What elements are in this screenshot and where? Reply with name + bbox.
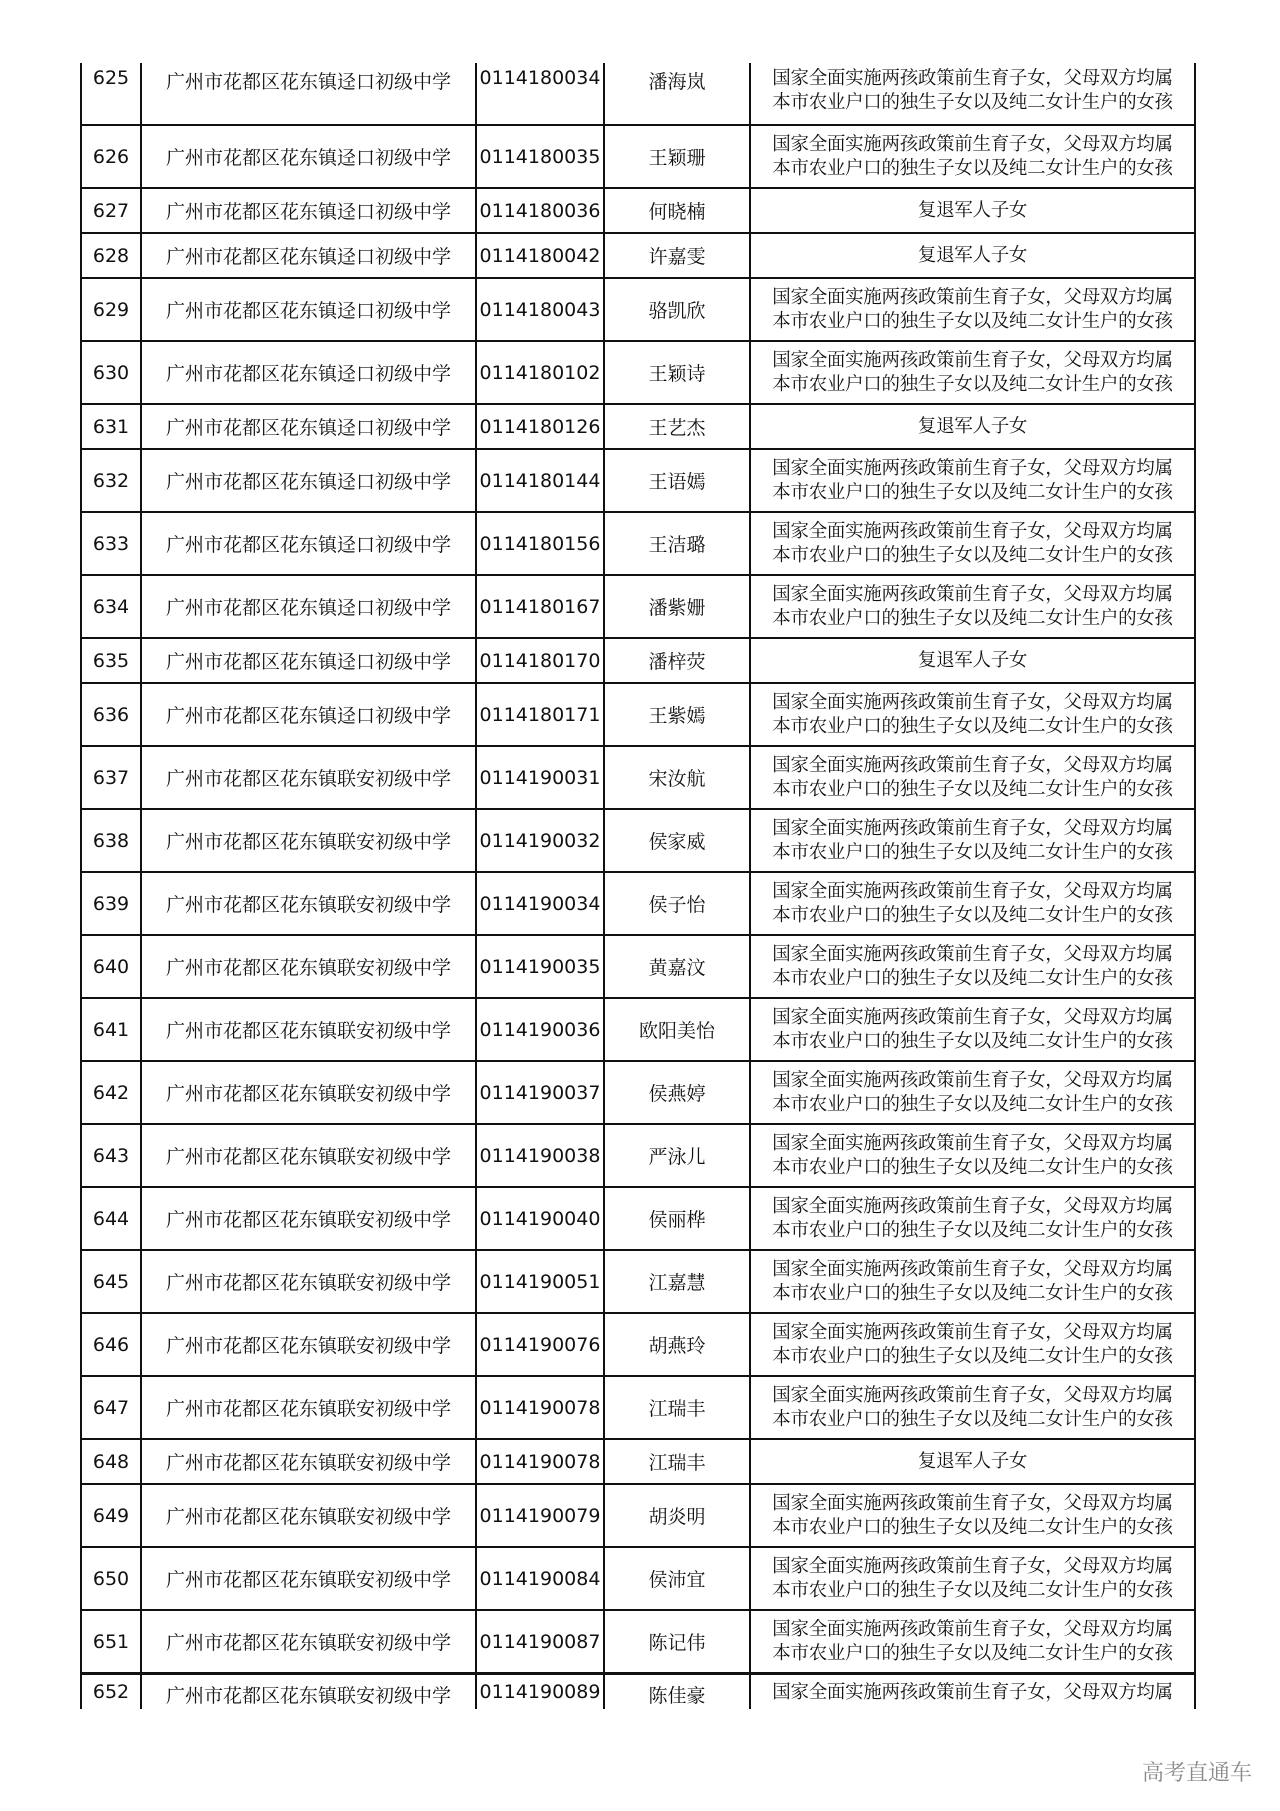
row-number: 647 [81, 1376, 141, 1439]
table-row [81, 1674, 1195, 1710]
eligibility-category: 复退军人子女 [750, 1439, 1195, 1484]
eligibility-category [750, 872, 1195, 935]
student-id: 0114190040 [476, 1187, 604, 1250]
student-name: 胡炎明 [604, 1484, 750, 1547]
table-row [81, 683, 1195, 746]
eligibility-text-line: 国家全面实施两孩政策前生育子女，父母双方均属 [772, 349, 1173, 371]
eligibility-text-line: 国家全面实施两孩政策前生育子女，父母双方均属 [772, 286, 1173, 308]
eligibility-category [750, 1250, 1195, 1313]
table-row [81, 278, 1195, 341]
eligibility-category [750, 935, 1195, 998]
row-number: 634 [81, 575, 141, 638]
student-id: 0114190051 [476, 1250, 604, 1313]
student-id: 0114180035 [476, 125, 604, 188]
student-name: 王语嫣 [604, 449, 750, 512]
eligibility-text-line: 本市农业户口的独生子女以及纯二女计生户的女孩 [772, 1030, 1173, 1052]
student-id: 0114180126 [476, 404, 604, 449]
student-id: 0114180171 [476, 683, 604, 746]
eligibility-text-line: 国家全面实施两孩政策前生育子女，父母双方均属 [772, 1069, 1173, 1091]
row-number: 635 [81, 638, 141, 683]
eligibility-category: 复退军人子女 [750, 188, 1195, 233]
eligibility-text-line: 本市农业户口的独生子女以及纯二女计生户的女孩 [772, 1219, 1173, 1241]
school-name: 广州市花都区花东镇迳口初级中学 [141, 341, 476, 404]
eligibility-category [750, 512, 1195, 575]
eligibility-category [750, 1376, 1195, 1439]
student-name: 许嘉雯 [604, 233, 750, 278]
eligibility-text-line: 国家全面实施两孩政策前生育子女，父母双方均属 [772, 1682, 1173, 1703]
school-name: 广州市花都区花东镇联安初级中学 [141, 1124, 476, 1187]
row-number: 651 [81, 1610, 141, 1674]
row-number: 636 [81, 683, 141, 746]
eligibility-category [750, 1187, 1195, 1250]
school-name: 广州市花都区花东镇联安初级中学 [141, 1547, 476, 1610]
school-name: 广州市花都区花东镇迳口初级中学 [141, 638, 476, 683]
eligibility-text-line: 本市农业户口的独生子女以及纯二女计生户的女孩 [772, 544, 1173, 566]
eligibility-text-line: 国家全面实施两孩政策前生育子女，父母双方均属 [772, 1132, 1173, 1154]
student-id: 0114190079 [476, 1484, 604, 1547]
watermark: 高考直通车 [1142, 1761, 1253, 1786]
school-name: 广州市花都区花东镇联安初级中学 [141, 1061, 476, 1124]
student-name: 江瑞丰 [604, 1439, 750, 1484]
eligibility-text-line: 本市农业户口的独生子女以及纯二女计生户的女孩 [772, 904, 1173, 926]
student-id: 0114180043 [476, 278, 604, 341]
student-id: 0114190031 [476, 746, 604, 809]
student-name: 侯家威 [604, 809, 750, 872]
eligibility-text-line: 本市农业户口的独生子女以及纯二女计生户的女孩 [772, 1156, 1173, 1178]
row-number: 632 [81, 449, 141, 512]
eligibility-text-line: 本市农业户口的独生子女以及纯二女计生户的女孩 [772, 1579, 1173, 1601]
eligibility-text-line: 本市农业户口的独生子女以及纯二女计生户的女孩 [772, 1642, 1173, 1664]
student-id: 0114180156 [476, 512, 604, 575]
school-name: 广州市花都区花东镇迳口初级中学 [141, 404, 476, 449]
school-name: 广州市花都区花东镇迳口初级中学 [141, 278, 476, 341]
table-row [81, 404, 1195, 449]
student-id: 0114190036 [476, 998, 604, 1061]
student-id: 0114180034 [476, 63, 604, 125]
eligibility-category: 复退军人子女 [750, 233, 1195, 278]
row-number: 625 [81, 63, 141, 125]
eligibility-text-line: 国家全面实施两孩政策前生育子女，父母双方均属 [772, 817, 1173, 839]
school-name: 广州市花都区花东镇联安初级中学 [141, 1250, 476, 1313]
table-row [81, 575, 1195, 638]
eligibility-text-line: 本市农业户口的独生子女以及纯二女计生户的女孩 [772, 1408, 1173, 1430]
table-row [81, 935, 1195, 998]
row-number: 633 [81, 512, 141, 575]
student-name: 何晓楠 [604, 188, 750, 233]
row-number: 627 [81, 188, 141, 233]
eligibility-text-line: 国家全面实施两孩政策前生育子女，父母双方均属 [772, 754, 1173, 776]
row-number: 640 [81, 935, 141, 998]
eligibility-category [750, 1484, 1195, 1547]
student-name: 潘梓荧 [604, 638, 750, 683]
table-row [81, 638, 1195, 683]
table-row [81, 63, 1195, 125]
eligibility-category [750, 683, 1195, 746]
eligibility-category [750, 1061, 1195, 1124]
school-name: 广州市花都区花东镇联安初级中学 [141, 935, 476, 998]
eligibility-text-line: 国家全面实施两孩政策前生育子女，父母双方均属 [772, 1618, 1173, 1640]
school-name: 广州市花都区花东镇迳口初级中学 [141, 188, 476, 233]
table-row [81, 746, 1195, 809]
eligibility-text-line: 本市农业户口的独生子女以及纯二女计生户的女孩 [772, 1282, 1173, 1304]
eligibility-text-line: 国家全面实施两孩政策前生育子女，父母双方均属 [772, 1492, 1173, 1514]
eligibility-category: 复退军人子女 [750, 638, 1195, 683]
eligibility-text-line: 本市农业户口的独生子女以及纯二女计生户的女孩 [772, 310, 1173, 332]
eligibility-text-line: 国家全面实施两孩政策前生育子女，父母双方均属 [772, 691, 1173, 713]
row-number: 652 [81, 1674, 141, 1710]
eligibility-category [750, 63, 1195, 125]
student-id: 0114190038 [476, 1124, 604, 1187]
row-number: 649 [81, 1484, 141, 1547]
eligibility-text-line: 国家全面实施两孩政策前生育子女，父母双方均属 [772, 880, 1173, 902]
row-number: 643 [81, 1124, 141, 1187]
row-number: 646 [81, 1313, 141, 1376]
eligibility-category [750, 125, 1195, 188]
eligibility-category [750, 998, 1195, 1061]
eligibility-category [750, 575, 1195, 638]
student-name: 侯丽桦 [604, 1187, 750, 1250]
eligibility-text-line: 国家全面实施两孩政策前生育子女，父母双方均属 [772, 1258, 1173, 1280]
student-name: 陈记伟 [604, 1610, 750, 1674]
student-id: 0114180036 [476, 188, 604, 233]
row-number: 631 [81, 404, 141, 449]
eligibility-text-line: 国家全面实施两孩政策前生育子女，父母双方均属 [772, 1555, 1173, 1577]
table-row [81, 125, 1195, 188]
student-name: 骆凯欣 [604, 278, 750, 341]
school-name: 广州市花都区花东镇联安初级中学 [141, 872, 476, 935]
table-row [81, 1610, 1195, 1674]
table-row [81, 1313, 1195, 1376]
eligibility-text-line: 本市农业户口的独生子女以及纯二女计生户的女孩 [772, 1516, 1173, 1538]
student-name: 王颖珊 [604, 125, 750, 188]
eligibility-text-line: 国家全面实施两孩政策前生育子女，父母双方均属 [772, 583, 1173, 605]
eligibility-text-line: 本市农业户口的独生子女以及纯二女计生户的女孩 [772, 92, 1173, 113]
school-name: 广州市花都区花东镇联安初级中学 [141, 1484, 476, 1547]
school-name: 广州市花都区花东镇联安初级中学 [141, 746, 476, 809]
student-id: 0114190089 [476, 1674, 604, 1710]
table-row [81, 512, 1195, 575]
table-row [81, 1547, 1195, 1610]
student-id: 0114180144 [476, 449, 604, 512]
row-number: 642 [81, 1061, 141, 1124]
table-row [81, 341, 1195, 404]
table-row [81, 1187, 1195, 1250]
eligibility-category [750, 809, 1195, 872]
student-name: 侯沛宜 [604, 1547, 750, 1610]
table-row [81, 1376, 1195, 1439]
row-number: 637 [81, 746, 141, 809]
student-name: 陈佳豪 [604, 1674, 750, 1710]
table-body [81, 63, 1195, 1709]
row-number: 645 [81, 1250, 141, 1313]
student-name: 江瑞丰 [604, 1376, 750, 1439]
row-number: 648 [81, 1439, 141, 1484]
student-id: 0114180170 [476, 638, 604, 683]
row-number: 639 [81, 872, 141, 935]
eligibility-text-line: 国家全面实施两孩政策前生育子女，父母双方均属 [772, 943, 1173, 965]
table-row [81, 998, 1195, 1061]
school-name: 广州市花都区花东镇联安初级中学 [141, 1610, 476, 1674]
eligibility-text-line: 本市农业户口的独生子女以及纯二女计生户的女孩 [772, 481, 1173, 503]
school-name: 广州市花都区花东镇迳口初级中学 [141, 63, 476, 125]
eligibility-text-line: 国家全面实施两孩政策前生育子女，父母双方均属 [772, 68, 1173, 89]
eligibility-text-line: 本市农业户口的独生子女以及纯二女计生户的女孩 [772, 157, 1173, 179]
table-row [81, 188, 1195, 233]
school-name: 广州市花都区花东镇联安初级中学 [141, 1439, 476, 1484]
eligibility-text-line: 本市农业户口的独生子女以及纯二女计生户的女孩 [772, 1345, 1173, 1367]
student-name: 侯子怡 [604, 872, 750, 935]
eligibility-category [750, 341, 1195, 404]
student-name: 侯燕婷 [604, 1061, 750, 1124]
student-name: 王艺杰 [604, 404, 750, 449]
school-name: 广州市花都区花东镇迳口初级中学 [141, 449, 476, 512]
student-name: 潘海岚 [604, 63, 750, 125]
student-id: 0114190035 [476, 935, 604, 998]
student-name: 宋汝航 [604, 746, 750, 809]
student-name: 王紫嫣 [604, 683, 750, 746]
table-row [81, 233, 1195, 278]
table-row [81, 809, 1195, 872]
student-id: 0114190078 [476, 1376, 604, 1439]
student-id: 0114180167 [476, 575, 604, 638]
eligibility-text-line: 国家全面实施两孩政策前生育子女，父母双方均属 [772, 1006, 1173, 1028]
table-row [81, 872, 1195, 935]
row-number: 626 [81, 125, 141, 188]
student-id: 0114190076 [476, 1313, 604, 1376]
student-name: 严泳儿 [604, 1124, 750, 1187]
school-name: 广州市花都区花东镇迳口初级中学 [141, 125, 476, 188]
row-number: 644 [81, 1187, 141, 1250]
student-id: 0114190037 [476, 1061, 604, 1124]
table-row [81, 1484, 1195, 1547]
student-name: 黄嘉汶 [604, 935, 750, 998]
student-id: 0114190084 [476, 1547, 604, 1610]
row-number: 630 [81, 341, 141, 404]
eligibility-text-line: 国家全面实施两孩政策前生育子女，父母双方均属 [772, 133, 1173, 155]
student-id: 0114190032 [476, 809, 604, 872]
school-name: 广州市花都区花东镇联安初级中学 [141, 1187, 476, 1250]
student-name: 江嘉慧 [604, 1250, 750, 1313]
student-id: 0114180102 [476, 341, 604, 404]
table-row [81, 1124, 1195, 1187]
school-name: 广州市花都区花东镇联安初级中学 [141, 1376, 476, 1439]
eligibility-text-line: 本市农业户口的独生子女以及纯二女计生户的女孩 [772, 373, 1173, 395]
eligibility-category: 复退军人子女 [750, 404, 1195, 449]
eligibility-text-line: 本市农业户口的独生子女以及纯二女计生户的女孩 [772, 778, 1173, 800]
student-name: 胡燕玲 [604, 1313, 750, 1376]
eligibility-category [750, 746, 1195, 809]
row-number: 628 [81, 233, 141, 278]
student-name: 潘紫姗 [604, 575, 750, 638]
school-name: 广州市花都区花东镇迳口初级中学 [141, 233, 476, 278]
school-name: 广州市花都区花东镇迳口初级中学 [141, 575, 476, 638]
eligibility-text-line: 国家全面实施两孩政策前生育子女，父母双方均属 [772, 1384, 1173, 1406]
row-number: 650 [81, 1547, 141, 1610]
student-id: 0114190034 [476, 872, 604, 935]
student-list-table [80, 63, 1196, 1709]
school-name: 广州市花都区花东镇联安初级中学 [141, 1313, 476, 1376]
table-row [81, 1439, 1195, 1484]
table-row [81, 449, 1195, 512]
table-row [81, 1061, 1195, 1124]
school-name: 广州市花都区花东镇联安初级中学 [141, 1674, 476, 1710]
eligibility-category [750, 1547, 1195, 1610]
student-id: 0114190087 [476, 1610, 604, 1674]
eligibility-text-line: 国家全面实施两孩政策前生育子女，父母双方均属 [772, 520, 1173, 542]
school-name: 广州市花都区花东镇联安初级中学 [141, 809, 476, 872]
eligibility-text-line: 国家全面实施两孩政策前生育子女，父母双方均属 [772, 1321, 1173, 1343]
eligibility-text-line: 本市农业户口的独生子女以及纯二女计生户的女孩 [772, 715, 1173, 737]
eligibility-category [750, 1674, 1195, 1710]
eligibility-text-line: 国家全面实施两孩政策前生育子女，父母双方均属 [772, 1195, 1173, 1217]
eligibility-category [750, 1610, 1195, 1674]
table-row [81, 1250, 1195, 1313]
school-name: 广州市花都区花东镇迳口初级中学 [141, 512, 476, 575]
student-id: 0114190078 [476, 1439, 604, 1484]
eligibility-category [750, 278, 1195, 341]
school-name: 广州市花都区花东镇迳口初级中学 [141, 683, 476, 746]
row-number: 638 [81, 809, 141, 872]
school-name: 广州市花都区花东镇联安初级中学 [141, 998, 476, 1061]
eligibility-text-line: 本市农业户口的独生子女以及纯二女计生户的女孩 [772, 1093, 1173, 1115]
student-id: 0114180042 [476, 233, 604, 278]
row-number: 629 [81, 278, 141, 341]
eligibility-text-line: 本市农业户口的独生子女以及纯二女计生户的女孩 [772, 967, 1173, 989]
eligibility-text-line: 本市农业户口的独生子女以及纯二女计生户的女孩 [772, 841, 1173, 863]
eligibility-text-line: 本市农业户口的独生子女以及纯二女计生户的女孩 [772, 607, 1173, 629]
row-number: 641 [81, 998, 141, 1061]
student-name: 王洁璐 [604, 512, 750, 575]
eligibility-text-line: 国家全面实施两孩政策前生育子女，父母双方均属 [772, 457, 1173, 479]
student-name: 欧阳美怡 [604, 998, 750, 1061]
eligibility-category [750, 449, 1195, 512]
eligibility-category [750, 1313, 1195, 1376]
student-name: 王颖诗 [604, 341, 750, 404]
eligibility-category [750, 1124, 1195, 1187]
